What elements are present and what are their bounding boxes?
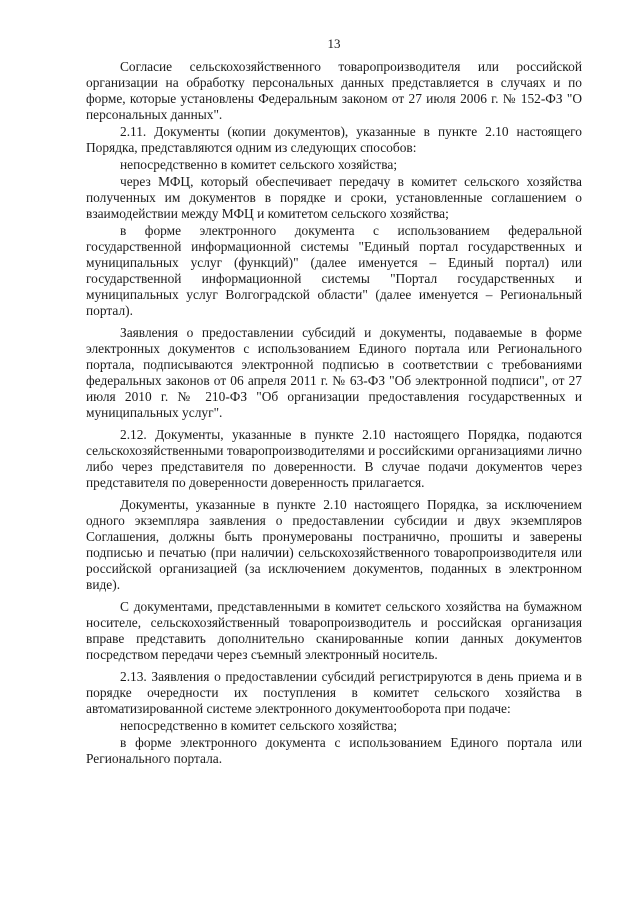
paragraph-2-11: 2.11. Документы (копии документов), указанные в пункте 2.10 настоящего Порядка, представляются одним из следующих способов: xyxy=(86,124,582,155)
paragraph-consent: Согласие сельскохозяйственного товаропроизводителя или российской организации на обработку персональных данных представляется в случаях и по форме, которые установлены Федеральным законом от 27 июля 2006 г. № 152-ФЗ "О персональных данных". xyxy=(86,59,582,122)
list-item-electronic-2: в форме электронного документа с использованием Единого портала или Регионального портала. xyxy=(86,735,582,766)
paragraph-2-13: 2.13. Заявления о предоставлении субсидий регистрируются в день приема и в порядке очередности их поступления в комитет сельского хозяйства в автоматизированной системе электронного документооборота при подаче: xyxy=(86,669,582,716)
page-number: 13 xyxy=(327,36,341,51)
paragraph-2-12: 2.12. Документы, указанные в пункте 2.10 настоящего Порядка, подаются сельскохозяйственными товаропроизводителями и российскими организациями лично либо через представителя по доверенности. В случае подачи документов через представителя по доверенности доверенность прилагается. xyxy=(86,427,582,490)
paragraph-scanned-copies: С документами, представленными в комитет сельского хозяйства на бумажном носителе, сельскохозяйственный товаропроизводитель и российская организация вправе представить дополнительно сканированные копии данных документов посредством передачи через съемный электронный носитель. xyxy=(86,599,582,662)
list-item-directly-2: непосредственно в комитет сельского хозяйства; xyxy=(120,718,398,733)
list-item-electronic: в форме электронного документа с использованием федеральной государственной информационной системы "Единый портал государственных и муниципальных услуг (функций)" (далее именуется – Единый портал) или государственной информационной системы "Портал государственных и муниципальных услуг Волгоградской области" (далее именуется – Региональный портал). xyxy=(86,223,582,318)
paragraph-electronic-signature: Заявления о предоставлении субсидий и документы, подаваемые в форме электронных документов с использованием Единого портала или Регионального портала, подписываются электронной подписью в соответствии с требованиями федеральных законов от 06 апреля 2011 г. № 63-ФЗ "Об электронной подписи", от 27 июля 2010 г. № 210-ФЗ "Об организации предоставления государственных и муниципальных услуг". xyxy=(86,325,582,420)
paragraph-documents-numbering: Документы, указанные в пункте 2.10 настоящего Порядка, за исключением одного экземпляра заявления о предоставлении субсидии и двух экземпляров Соглашения, должны быть пронумерованы постранично, прошиты и заверены подписью и печатью (при наличии) сельскохозяйственного товаропроизводителя или российской организацией (за исключением документов, поданных в электронном виде). xyxy=(86,497,582,592)
list-item-mfc: через МФЦ, который обеспечивает передачу в комитет сельского хозяйства полученных им документов в порядке и сроки, установленные соглашением о взаимодействии между МФЦ и комитетом сельского хозяйства; xyxy=(86,174,582,221)
list-item-directly: непосредственно в комитет сельского хозяйства; xyxy=(120,157,398,172)
